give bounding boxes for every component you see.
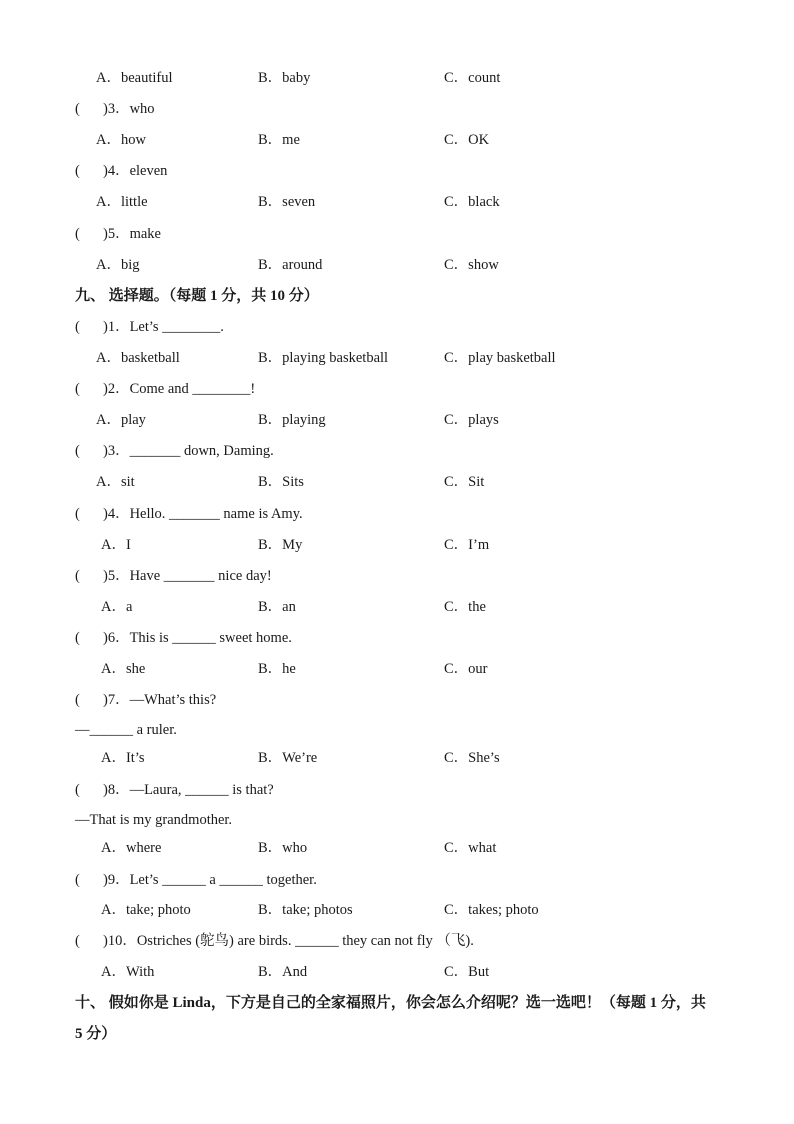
option-a: A．It’s [101, 750, 145, 766]
option-row [0, 192, 794, 214]
option-c: C．Sit [444, 474, 485, 490]
option-b: B．me [258, 132, 300, 148]
question-stem: )7．—What’s this? [103, 692, 217, 708]
answer-paren-open: ( [75, 163, 80, 179]
option-b: B．who [258, 840, 308, 856]
option-a: A．a [101, 599, 133, 615]
question-stem: )4．eleven [103, 163, 168, 179]
option-row [0, 748, 794, 770]
question-stem: )9．Let’s ______ a ______ together. [103, 872, 317, 888]
question-line [0, 317, 794, 339]
option-a: A．little [96, 194, 148, 210]
section-title: 九、 选择题。（每题 1 分，共 10 分） [75, 288, 319, 304]
option-a: A．take; photo [101, 902, 191, 918]
option-b: B．baby [258, 70, 311, 86]
option-b: B．he [258, 661, 296, 677]
option-row [0, 962, 794, 984]
option-a: A．play [96, 412, 146, 428]
question-stem: )5．Have _______ nice day! [103, 568, 272, 584]
answer-paren-open: ( [75, 692, 80, 708]
question-line [0, 441, 794, 463]
answer-paren-open: ( [75, 226, 80, 242]
question-line [0, 780, 794, 802]
answer-paren-open: ( [75, 933, 80, 949]
option-b: B．take; photos [258, 902, 353, 918]
question-line [0, 504, 794, 526]
option-row [0, 472, 794, 494]
option-b: B．playing [258, 412, 326, 428]
option-c: C．our [444, 661, 488, 677]
option-c: C．what [444, 840, 497, 856]
option-c: C．takes; photo [444, 902, 539, 918]
option-b: B．playing basketball [258, 350, 389, 366]
option-c: C．the [444, 599, 486, 615]
option-c: C．OK [444, 132, 490, 148]
answer-paren-open: ( [75, 443, 80, 459]
option-b: B．seven [258, 194, 316, 210]
option-c: C．play basketball [444, 350, 556, 366]
answer-paren-open: ( [75, 506, 80, 522]
dialogue-response: —That is my grandmother. [75, 812, 233, 828]
option-c: C．plays [444, 412, 499, 428]
option-c: C．She’s [444, 750, 500, 766]
option-c: C．black [444, 194, 500, 210]
option-row [0, 255, 794, 277]
option-row [0, 900, 794, 922]
question-line [0, 628, 794, 650]
option-row [0, 659, 794, 681]
option-c: C．show [444, 257, 499, 273]
option-a: A．sit [96, 474, 135, 490]
question-line [0, 224, 794, 246]
question-stem: )3．who [103, 101, 155, 117]
option-b: B．My [258, 537, 303, 553]
option-c: C．But [444, 964, 490, 980]
question-stem: )6．This is ______ sweet home. [103, 630, 292, 646]
option-b: B．an [258, 599, 296, 615]
question-stem: )3．_______ down, Daming. [103, 443, 274, 459]
option-row [0, 410, 794, 432]
question-stem: )10．Ostriches (鸵鸟) are birds. ______ they can not fly （飞). [103, 933, 474, 949]
answer-paren-open: ( [75, 782, 80, 798]
question-line [0, 566, 794, 588]
dialogue-line [0, 810, 794, 832]
option-b: B．Sits [258, 474, 304, 490]
option-b: B．around [258, 257, 323, 273]
option-row [0, 348, 794, 370]
section-title: 十、 假如你是 Linda，下方是自己的全家福照片，你会怎么介绍呢？选一选吧！（每题 1 分，共 5 分） [75, 995, 706, 1042]
option-row [0, 535, 794, 557]
question-stem: )2．Come and ________! [103, 381, 256, 397]
question-line [0, 870, 794, 892]
question-stem: )4．Hello. _______ name is Amy. [103, 506, 303, 522]
answer-paren-open: ( [75, 630, 80, 646]
option-row [0, 130, 794, 152]
option-a: A．beautiful [96, 70, 173, 86]
answer-paren-open: ( [75, 872, 80, 888]
option-a: A．I [101, 537, 131, 553]
option-a: A．where [101, 840, 162, 856]
question-line [0, 690, 794, 712]
question-line [0, 99, 794, 121]
question-stem: )8．—Laura, ______ is that? [103, 782, 274, 798]
dialogue-line [0, 720, 794, 742]
option-a: A．With [101, 964, 155, 980]
question-line [0, 931, 794, 953]
dialogue-response: —______ a ruler. [75, 722, 177, 738]
option-c: C．I’m [444, 537, 490, 553]
option-a: A．she [101, 661, 146, 677]
option-row [0, 597, 794, 619]
option-b: B．And [258, 964, 308, 980]
question-line [0, 379, 794, 401]
option-a: A．big [96, 257, 140, 273]
option-a: A．basketball [96, 350, 180, 366]
answer-paren-open: ( [75, 381, 80, 397]
question-stem: )5．make [103, 226, 161, 242]
option-row [0, 68, 794, 90]
answer-paren-open: ( [75, 319, 80, 335]
question-stem: )1．Let’s ________. [103, 319, 224, 335]
option-b: B．We’re [258, 750, 318, 766]
option-c: C．count [444, 70, 501, 86]
answer-paren-open: ( [75, 101, 80, 117]
question-line [0, 161, 794, 183]
option-a: A．how [96, 132, 146, 148]
option-row [0, 838, 794, 860]
answer-paren-open: ( [75, 568, 80, 584]
